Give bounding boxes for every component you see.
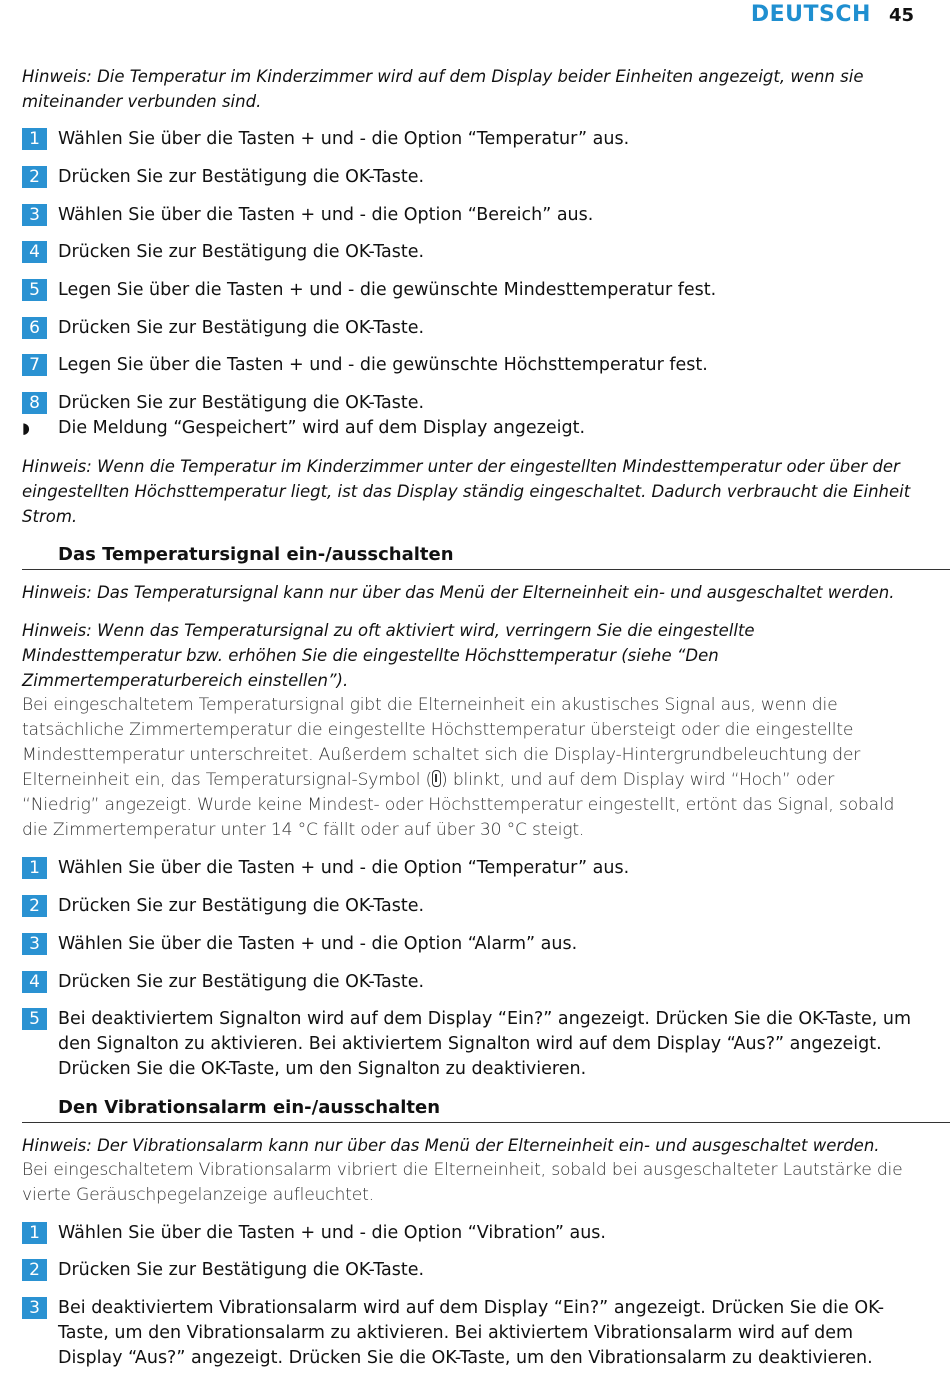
step-number: 5 [22,1008,47,1030]
section-heading-temperature-signal: Das Temperatursignal ein-/ausschalten [22,542,950,570]
bullet-icon: ◗ [22,419,30,437]
step-number: 3 [22,933,47,955]
page-header [751,2,914,27]
note-vibration-alarm-menu: Hinweis: Der Vibrationsalarm kann nur über das Menü der Elterneinheit ein- und ausgeschaltet werden. [22,1136,880,1155]
step-number: 2 [22,166,47,188]
step-number: 1 [22,1222,47,1244]
step-number: 8 [22,392,47,414]
step-a-7 [22,353,914,378]
step-text: Wählen Sie über die Tasten + und - die Option “Temperatur” aus. [58,129,630,149]
step-text: Legen Sie über die Tasten + und - die gewünschte Mindesttemperatur fest. [58,280,717,300]
step-c-3 [22,1296,914,1371]
step-a-6 [22,316,914,341]
thermometer-icon [432,770,441,787]
step-number: 4 [22,971,47,993]
note-temperature-signal-menu: Hinweis: Das Temperatursignal kann nur über das Menü der Elterneinheit ein- und ausgeschaltet werden. [22,583,895,602]
step-a-8 [22,391,914,416]
step-number: 2 [22,895,47,917]
note-display-always-on: Hinweis: Wenn die Temperatur im Kinderzimmer unter der eingestellten Mindesttemperatur oder über der eingestellten Höchsttemperatur liegt, ist das Display ständig eingeschaltet. Dadurch verbraucht die Einheit Strom. [22,457,911,526]
step-a-5 [22,278,914,303]
note-display-both-units: Hinweis: Die Temperatur im Kinderzimmer wird auf dem Display beider Einheiten angezeigt, wenn sie miteinander verbunden sind. [22,67,864,111]
step-b-4 [22,970,914,995]
language-label: DEUTSCH [750,2,871,27]
step-number: 3 [22,1297,47,1319]
page-number: 45 [888,5,914,26]
step-text: Bei deaktiviertem Signalton wird auf dem Display “Ein?” angezeigt. Drücken Sie die OK-Taste, um den Signalton zu aktivieren. Bei aktiviertem Signalton wird auf dem Display “Aus?” angezeigt. Drücken Sie die OK-Taste, um den Signalton zu deaktivieren. [58,1009,912,1079]
step-text: Wählen Sie über die Tasten + und - die Option “Bereich” aus. [58,205,594,225]
step-text: Legen Sie über die Tasten + und - die gewünschte Höchsttemperatur fest. [58,355,708,375]
section-heading-vibration-alarm: Den Vibrationsalarm ein-/ausschalten [22,1095,950,1123]
step-a-2 [22,165,914,190]
step-text: Wählen Sie über die Tasten + und - die Option “Alarm” aus. [58,934,578,954]
step-b-1 [22,856,914,881]
step-text: Drücken Sie zur Bestätigung die OK-Taste. [58,1260,425,1280]
step-a-1 [22,127,914,152]
step-text: Wählen Sie über die Tasten + und - die Option “Temperatur” aus. [58,858,630,878]
step-text: Bei deaktiviertem Vibrationsalarm wird auf dem Display “Ein?” angezeigt. Drücken Sie die OK-Taste, um den Vibrationsalarm zu aktivieren. Bei aktiviertem Vibrationsalarm wird auf dem Display “Aus?” angezeigt. Drücken Sie die OK-Taste, um den Vibrationsalarm zu deaktivieren. [58,1298,885,1368]
step-number: 3 [22,204,47,226]
step-text: Drücken Sie zur Bestätigung die OK-Taste. [58,896,425,916]
step-text: Drücken Sie zur Bestätigung die OK-Taste. [58,318,425,338]
step-b-3 [22,932,914,957]
step-number: 4 [22,241,47,263]
step-number: 1 [22,128,47,150]
step-b-2 [22,894,914,919]
step-text: Drücken Sie zur Bestätigung die OK-Taste. [58,393,425,413]
step-c-2 [22,1258,914,1283]
step-number: 1 [22,857,47,879]
result-bullet [22,416,914,441]
step-text: Drücken Sie zur Bestätigung die OK-Taste. [58,972,425,992]
step-number: 6 [22,317,47,339]
step-number: 5 [22,279,47,301]
paragraph-temperature-signal: Bei eingeschaltetem Temperatursignal gibt die Elterneinheit ein akustisches Signal aus, wenn die tatsächliche Zimmertemperatur die eingestellte Höchsttemperatur übersteigt oder die eingestellte Mindesttemperatur unterschreitet. Außerdem schaltet sich die Display-Hintergrundbeleuchtung der Elterneinheit ein, das Temperatursignal-Symbol ( ) blinkt, und auf dem Display wird “Hoch” oder “Niedrig” angezeigt. Wurde keine Mindest- oder Höchsttemperatur eingestellt, ertönt das Signal, sobald die Zimmertemperatur unter 14 °C fällt oder auf über 30 °C steigt. [22,695,895,840]
step-c-1 [22,1221,914,1246]
bullet-text: Die Meldung “Gespeichert” wird auf dem Display angezeigt. [58,418,586,438]
step-a-3 [22,203,914,228]
step-text: Drücken Sie zur Bestätigung die OK-Taste. [58,167,425,187]
paragraph-vibration-alarm: Bei eingeschaltetem Vibrationsalarm vibriert die Elterneinheit, sobald bei ausgeschalteter Lautstärke die vierte Geräuschpegelanzeige aufleuchtet. [22,1160,903,1205]
step-number: 7 [22,354,47,376]
step-b-5 [22,1007,914,1082]
step-text: Wählen Sie über die Tasten + und - die Option “Vibration” aus. [58,1223,606,1243]
step-a-4 [22,240,914,265]
step-number: 2 [22,1259,47,1281]
step-text: Drücken Sie zur Bestätigung die OK-Taste. [58,242,425,262]
note-temperature-signal-frequency: Hinweis: Wenn das Temperatursignal zu oft aktiviert wird, verringern Sie die eingestellte Mindesttemperatur bzw. erhöhen Sie die eingestellte Höchsttemperatur (siehe “Den Zimmertemperaturbereich einstellen”). [22,621,755,690]
